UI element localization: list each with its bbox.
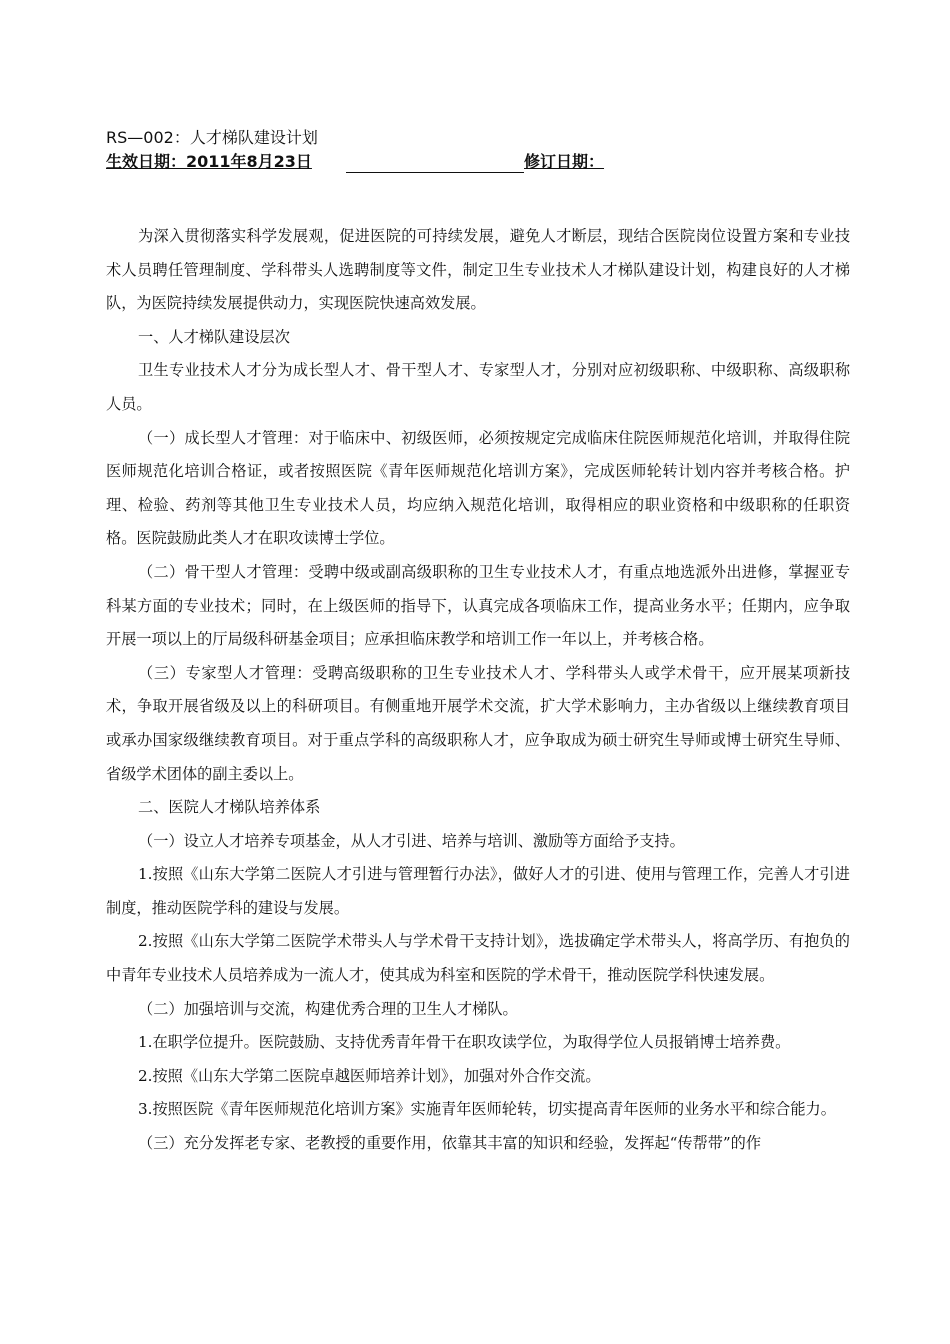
paragraph: （二）骨干型人才管理：受聘中级或副高级职称的卫生专业技术人才，有重点地选派外出进修，掌握亚专科某方面的专业技术；同时，在上级医师的指导下，认真完成各项临床工作，提高业务水平；任期内，应争取开展一项以上的厅局级科研基金项目；应承担临床教学和培训工作一年以上，并考核合格。: [106, 562, 850, 649]
revision-date: 修订日期：: [524, 152, 605, 171]
date-line: [106, 150, 850, 176]
paragraph: 1.按照《山东大学第二医院人才引进与管理暂行办法》，做好人才的引进、使用与管理工作，完善人才引进制度，推动医院学科的建设与发展。: [106, 865, 850, 917]
section-heading: 一、人才梯队建设层次: [138, 327, 290, 346]
paragraph: （一）设立人才培养专项基金，从人才引进、培养与培训、激励等方面给予支持。: [138, 831, 685, 850]
paragraph: （三）充分发挥老专家、老教授的重要作用，依靠其丰富的知识和经验，发挥起“传帮带”的作: [138, 1134, 762, 1153]
paragraph: （三）专家型人才管理：受聘高级职称的卫生专业技术人才、学科带头人或学术骨干，应开展某项新技术，争取开展省级及以上的科研项目。有侧重地开展学术交流，扩大学术影响力，主办省级以上继续教育项目或承办国家级继续教育项目。对于重点学科的高级职称人才，应争取成为硕士研究生导师或博士研究生导师、省级学术团体的副主委以上。: [106, 663, 850, 783]
paragraph: 2.按照《山东大学第二医院学术带头人与学术骨干支持计划》，选拔确定学术带头人，将高学历、有抱负的中青年专业技术人员培养成为一流人才，使其成为科室和医院的学术骨干，推动医院学科快速发展。: [106, 932, 850, 985]
section-heading: 二、医院人才梯队培养体系: [138, 798, 321, 817]
paragraph: 为深入贯彻落实科学发展观，促进医院的可持续发展，避免人才断层，现结合医院岗位设置方案和专业技术人员聘任管理制度、学科带头人选聘制度等文件，制定卫生专业技术人才梯队建设计划，构建良好的人才梯队，为医院持续发展提供动力，实现医院快速高效发展。: [106, 227, 850, 313]
paragraph: 1.在职学位提升。医院鼓励、支持优秀青年骨干在职攻读学位，为取得学位人员报销博士培养费。: [138, 1033, 791, 1052]
paragraph: （一）成长型人才管理：对于临床中、初级医师，必须按规定完成临床住院医师规范化培训，并取得住院医师规范化培训合格证，或者按照医院《青年医师规范化培训方案》，完成医师轮转计划内容并考核合格。护理、检验、药剂等其他卫生专业技术人员，均应纳入规范化培训，取得相应的职业资格和中级职称的任职资格。医院鼓励此类人才在职攻读博士学位。: [106, 428, 850, 548]
document-page: [106, 126, 850, 1161]
paragraph: 2.按照《山东大学第二医院卓越医师培养计划》，加强对外合作交流。: [138, 1066, 601, 1085]
paragraph: 3.按照医院《青年医师规范化培训方案》实施青年医师轮转，切实提高青年医师的业务水平和综合能力。: [138, 1100, 836, 1119]
document-code-title: RS—002：人才梯队建设计划: [106, 128, 318, 147]
document-body: [106, 220, 850, 1161]
effective-date: 生效日期：2011年8月23日: [106, 152, 312, 171]
paragraph: （二）加强培训与交流，构建优秀合理的卫生人才梯队。: [138, 999, 518, 1018]
paragraph: 卫生专业技术人才分为成长型人才、骨干型人才、专家型人才，分别对应初级职称、中级职称、高级职称人员。: [106, 361, 850, 413]
effective-date-underline: [346, 150, 524, 173]
